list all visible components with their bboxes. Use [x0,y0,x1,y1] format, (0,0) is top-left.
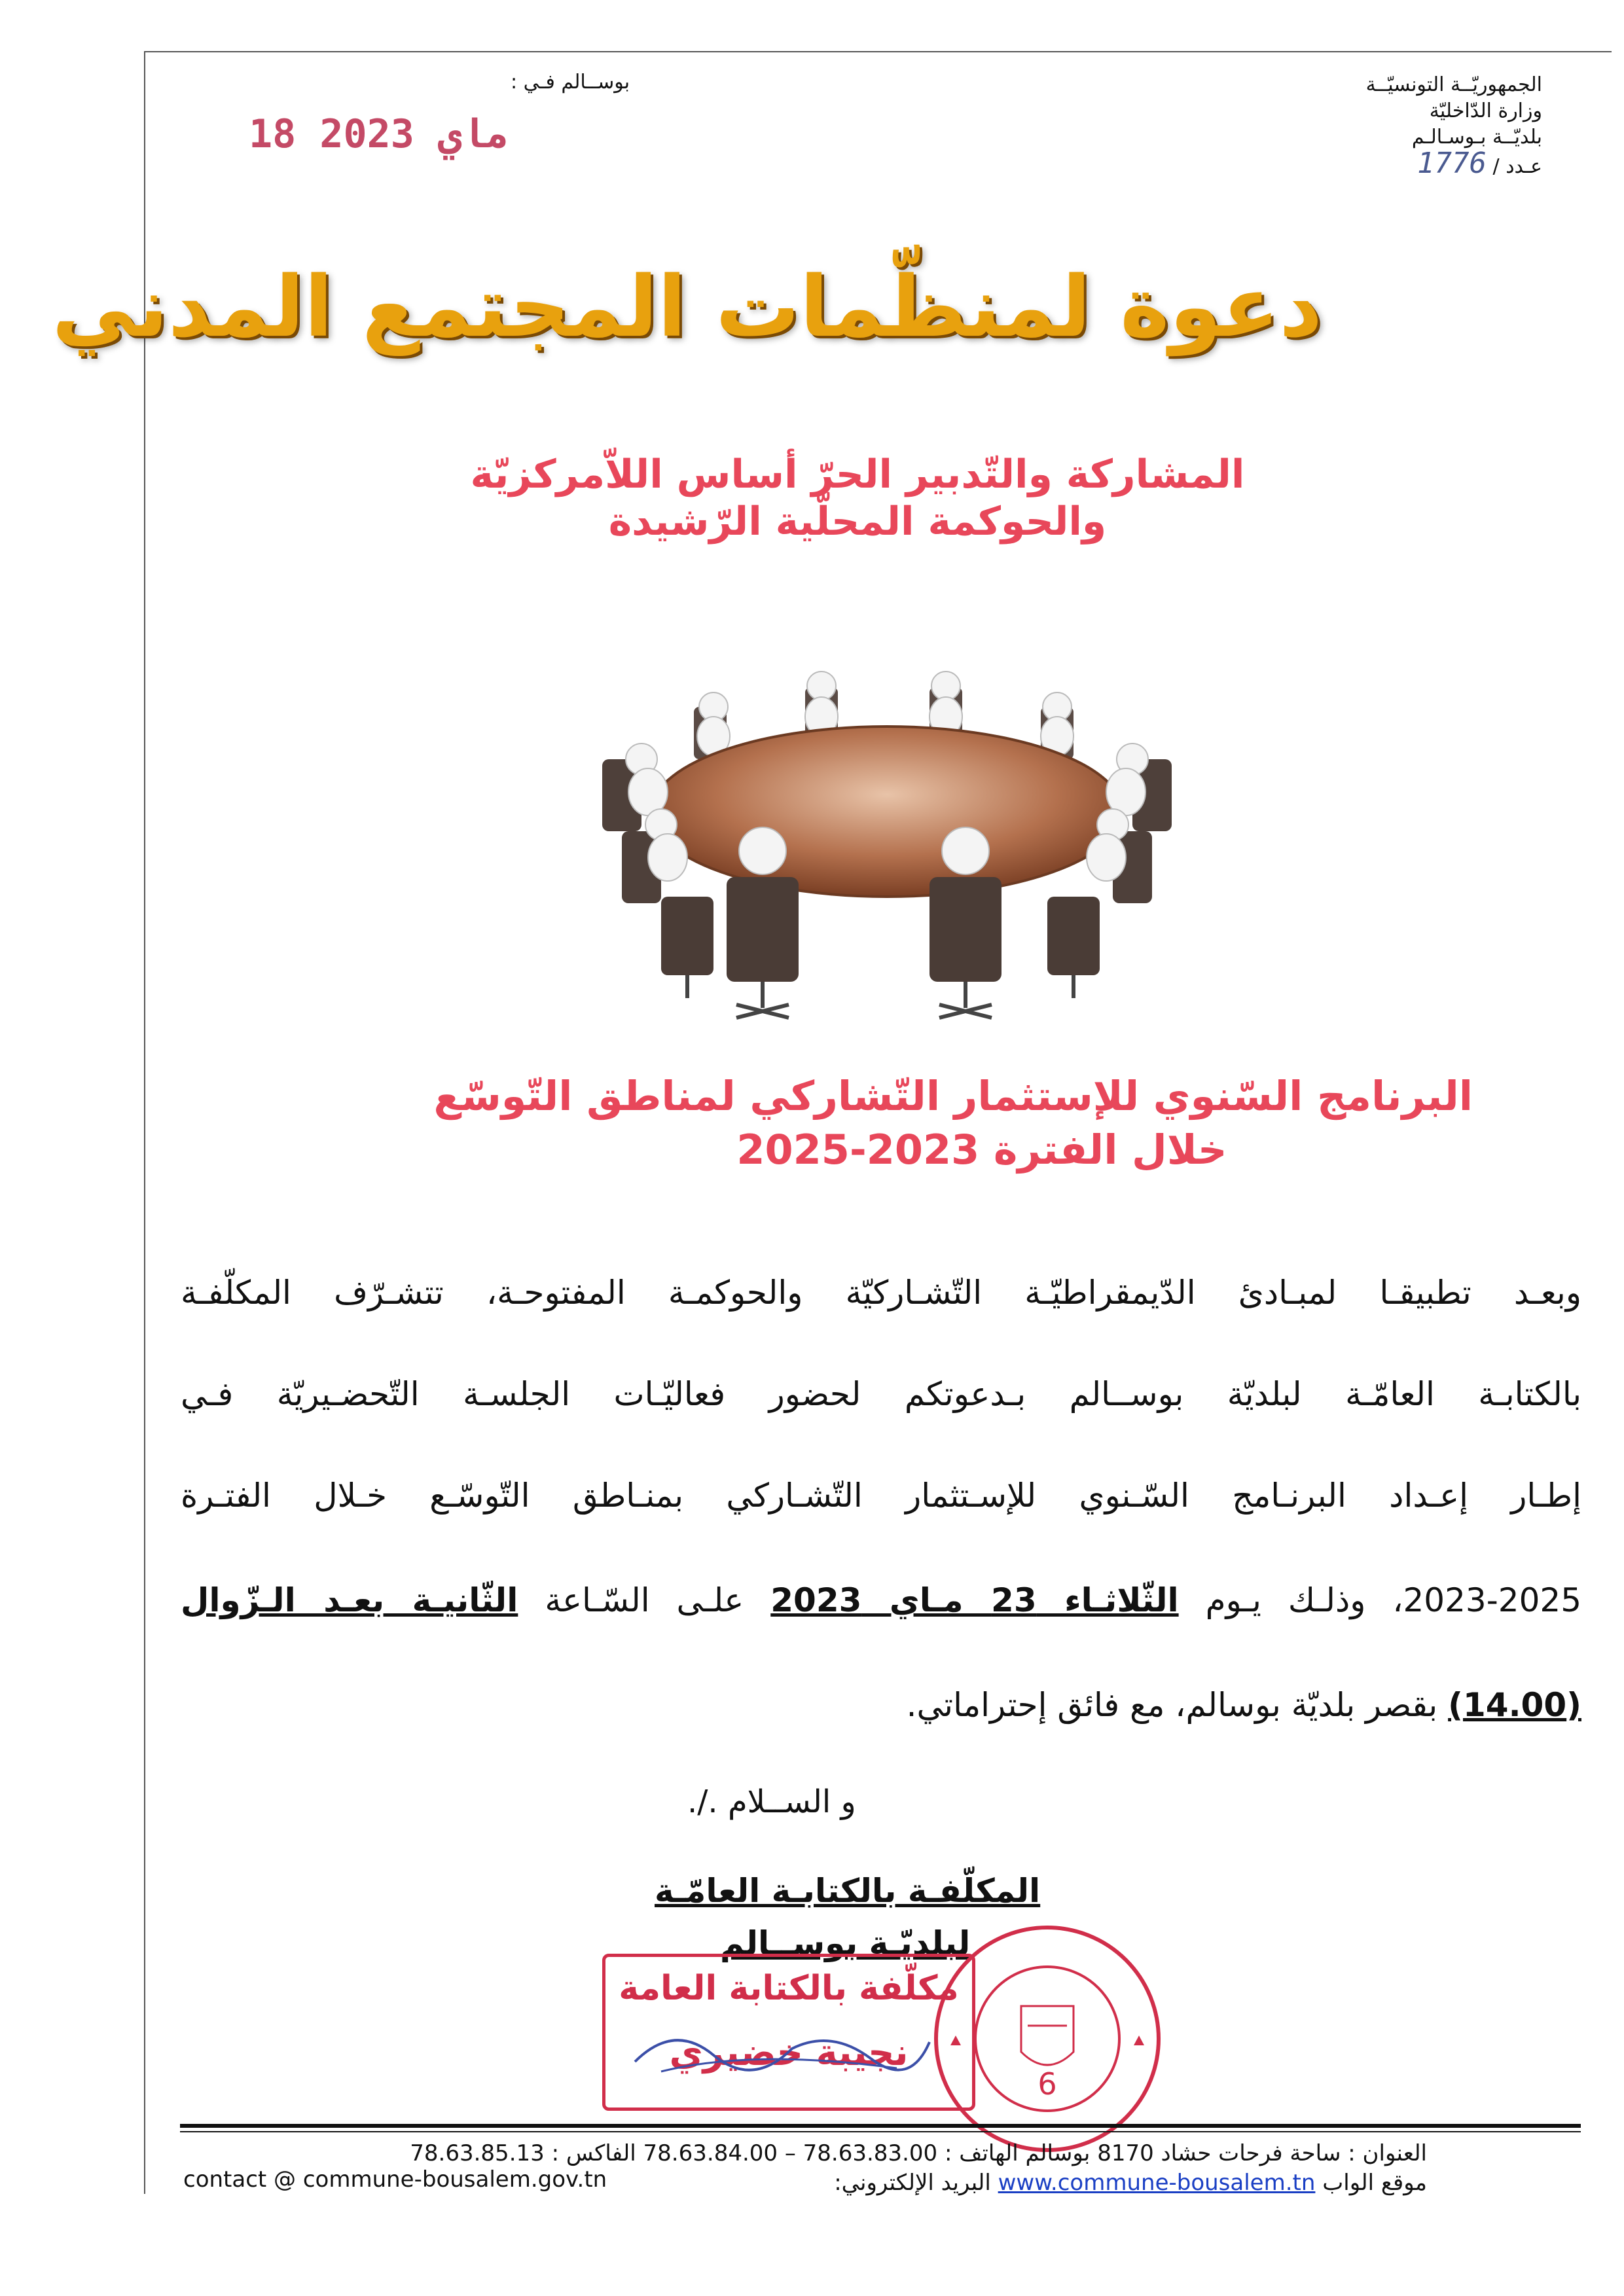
round-table-meeting-icon [576,661,1198,1028]
body-line-5-end: بقصر بلديّة بوسالم، مع فائق إحتراماتي. [906,1686,1438,1724]
body-line-1: وبعـد تطبيقـا لمبـادئ الدّيمقراطيّـة التّشـاركيّة والحوكمـة المفتوحـة، تتشـرّف المكلّفـة [181,1274,1581,1312]
body-line-4 [181,1577,1581,1623]
meeting-time: الثّانيـة بعـد الـزّوال [181,1581,518,1619]
footer-rule [180,2124,1581,2128]
closing-greeting: و الســلام ./. [687,1784,856,1820]
program-title-line-2: خلال الفترة 2023-2025 [736,1126,1227,1174]
meeting-hour: (14.00) [1448,1686,1581,1724]
stamp-name: نجيبة خضيري [669,2032,909,2074]
footer-address: العنوان : ساحة فرحات حشاد 8170 بوسالم الهاتف : 78.63.83.00 – 78.63.84.00 الفاكس : 78.63.85.13 [410,2140,1427,2166]
body-line-5 [181,1682,1581,1728]
body-line-4-mid: علـى السّـاعة [545,1581,744,1619]
body-line-3: إطـار إعـداد البرنـامج السّـنوي للإسـتثمار التّشـاركي بمنـاطق التّوسّـع خـلال الفتـرة [181,1477,1581,1515]
republic-label: الجمهوريّــة التونسيّــة [1365,73,1542,96]
seal-number: 6 [1038,2066,1057,2102]
footer-email[interactable]: contact @ commune-bousalem.gov.tn [183,2166,607,2193]
meeting-day: الثّلاثـاء 23 مـاي 2023 [770,1581,1179,1619]
handwritten-signature [622,2009,936,2088]
reference-prefix: عـدد / [1492,155,1542,178]
date-stamp: 18 ماي 2023 [249,111,509,157]
table [651,726,1123,897]
ministry-label: وزارة الدّاخليّة [1429,99,1542,122]
round-seal-icon [929,1921,1165,2157]
reference-line [1267,147,1542,180]
place-date-label: بوســالم فـي : [511,71,630,94]
body-line-2: بالكتابـة العامّـة لبلديّة بوســالم بـدعوتكم لحضور فعاليّـات الجلسـة التّحضـيريّة فـي [181,1375,1581,1413]
website-label: موقع الواب [1322,2170,1427,2196]
program-title-line-1: البرنامج السّنوي للإستثمار التّشاركي لمناطق التّوسّع [433,1072,1473,1120]
municipality-label: بلديّــة بـوسـالـم [1411,126,1542,149]
subtitle-line-2: والحوكمة المحلّية الرّشيدة [608,499,1107,545]
subtitle-line-1: المشاركة والتّدبير الحرّ أساس اللاّمركزيّة [470,452,1245,497]
letterhead [1267,72,1542,180]
reference-number: 1776 [1417,147,1487,180]
page-title: دعوة لمنظّمات المجتمع المدني [52,259,1322,356]
website-link[interactable]: www.commune-bousalem.tn [998,2170,1316,2196]
stamp-title: مكلّفة بالكتابة العامة [619,1969,959,2008]
signatory-title: المكلّفـة بالكتابـة العامّـة [655,1872,1041,1910]
body-line-4-start: 2023-2025، وذلـك يـوم [1205,1581,1582,1619]
footer-rule-thin [180,2131,1581,2132]
signatory-municipality: لبلديّـة بوســالم [720,1924,971,1962]
email-label: البريد الإلكتروني: [834,2170,991,2196]
